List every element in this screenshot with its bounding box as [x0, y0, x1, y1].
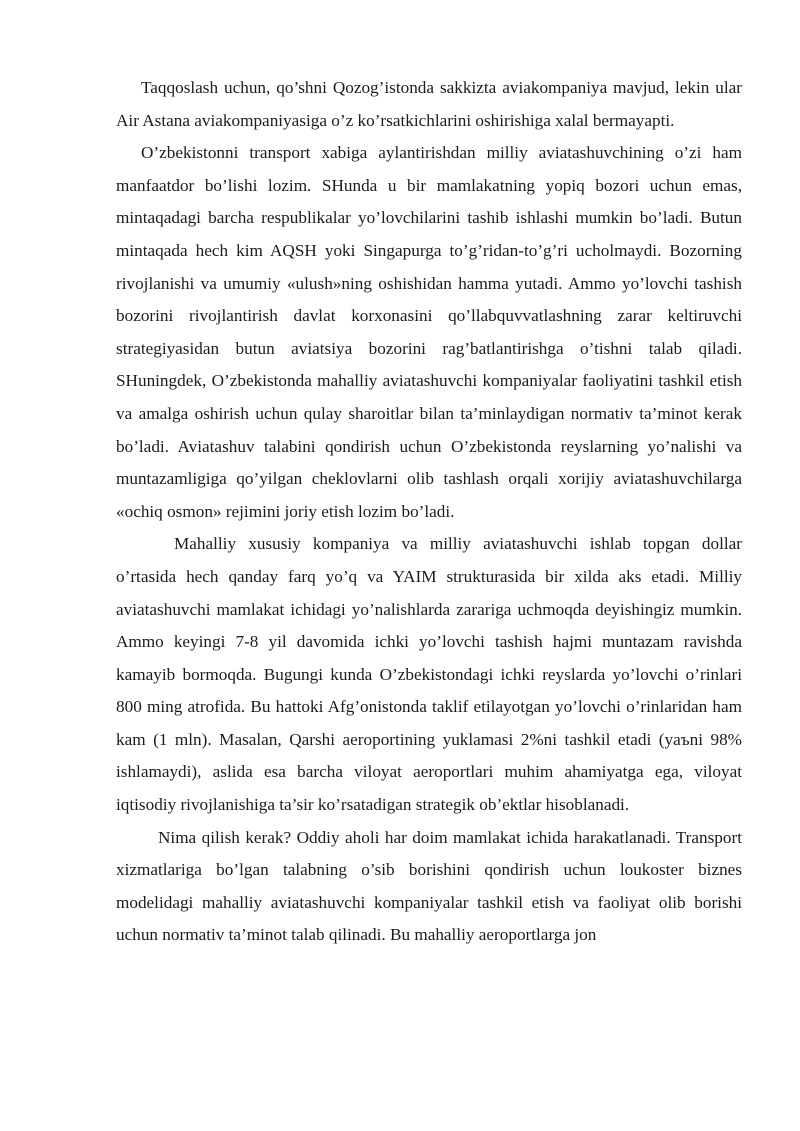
- paragraph-4: Nima qilish kerak? Oddiy aholi har doim mamlakat ichida harakatlanadi. Transport xizmatlariga bo’lgan talabning o’sib borishini qondirish uchun loukoster biznes modelidagi mahalliy aviatashuvchi kompaniyalar tashkil etish va faoliyat olib borishi uchun normativ ta’minot talab qilinadi. Bu mahalliy aeroportlarga jon: [116, 827, 742, 945]
- paragraph-2: O’zbekistonni transport xabiga aylantirishdan milliy aviatashuvchining o’zi ham manfaatdor bo’lishi lozim. SHunda u bir mamlakatning yopiq bozori uchun emas, mintaqadagi barcha respublikalar yo’lovchilarini tashib ishlashi mumkin bo’ladi. Butun mintaqada hech kim AQSH yoki Singapurga to’g’ridan-to’g’ri ucholmaydi. Bozorning rivojlanishi va umumiy «ulush»ning oshishidan hamma yutadi. Ammo yo’lovchi tashish bozorini rivojlantirish davlat korxonasini qo’llabquvvatlashning zarar keltiruvchi strategiyasidan butun aviatsiya bozorini rag’batlantirishga o’tishni talab qiladi. SHuningdek, O’zbekistonda mahalliy aviatashuvchi kompaniyalar faoliyatini tashkil etish va amalga oshirish uchun qulay sharoitlar bilan ta’minlaydigan normativ ta’minot kerak bo’ladi. Aviatashuv talabini qondirish uchun O’zbekistonda reyslarning yo’nalishi va muntazamligiga qo’yilgan cheklovlarni olib tashlash orqali xorijiy aviatashuvchilarga «ochiq osmon» rejimini joriy etish lozim bo’ladi.: [116, 143, 742, 521]
- paragraph-3: Mahalliy xususiy kompaniya va milliy aviatashuvchi ishlab topgan dollar o’rtasida hech qanday farq yo’q va YAIM strukturasida bir xilda aks etadi. Milliy aviatashuvchi mamlakat ichidagi yo’nalishlarda zarariga uchmoqda deyishingiz mumkin. Ammo keyingi 7-8 yil davomida ichki yo’lovchi tashish hajmi muntazam ravishda kamayib bormoqda. Bugungi kunda O’zbekistondagi ichki reyslarda yo’lovchi o’rinlari 800 ming atrofida. Bu hattoki Afg’onistonda taklif etilayotgan yo’lovchi o’rinlaridan ham kam (1 mln). Masalan, Qarshi aeroportining yuklamasi 2%ni tashkil etadi (yaъni 98% ishlamaydi), aslida esa barcha viloyat aeroportlari muhim ahamiyatga ega, viloyat iqtisodiy rivojlanishiga ta’sir ko’rsatadigan strategik ob’ektlar hisoblanadi.: [116, 534, 742, 815]
- document-page: [116, 72, 742, 952]
- paragraph-1: Taqqoslash uchun, qo’shni Qozog’istonda sakkizta aviakompaniya mavjud, lekin ular Air Astana aviakompaniyasiga o’z ko’rsatkichlarini oshirishiga xalal bermayapti.: [116, 78, 742, 130]
